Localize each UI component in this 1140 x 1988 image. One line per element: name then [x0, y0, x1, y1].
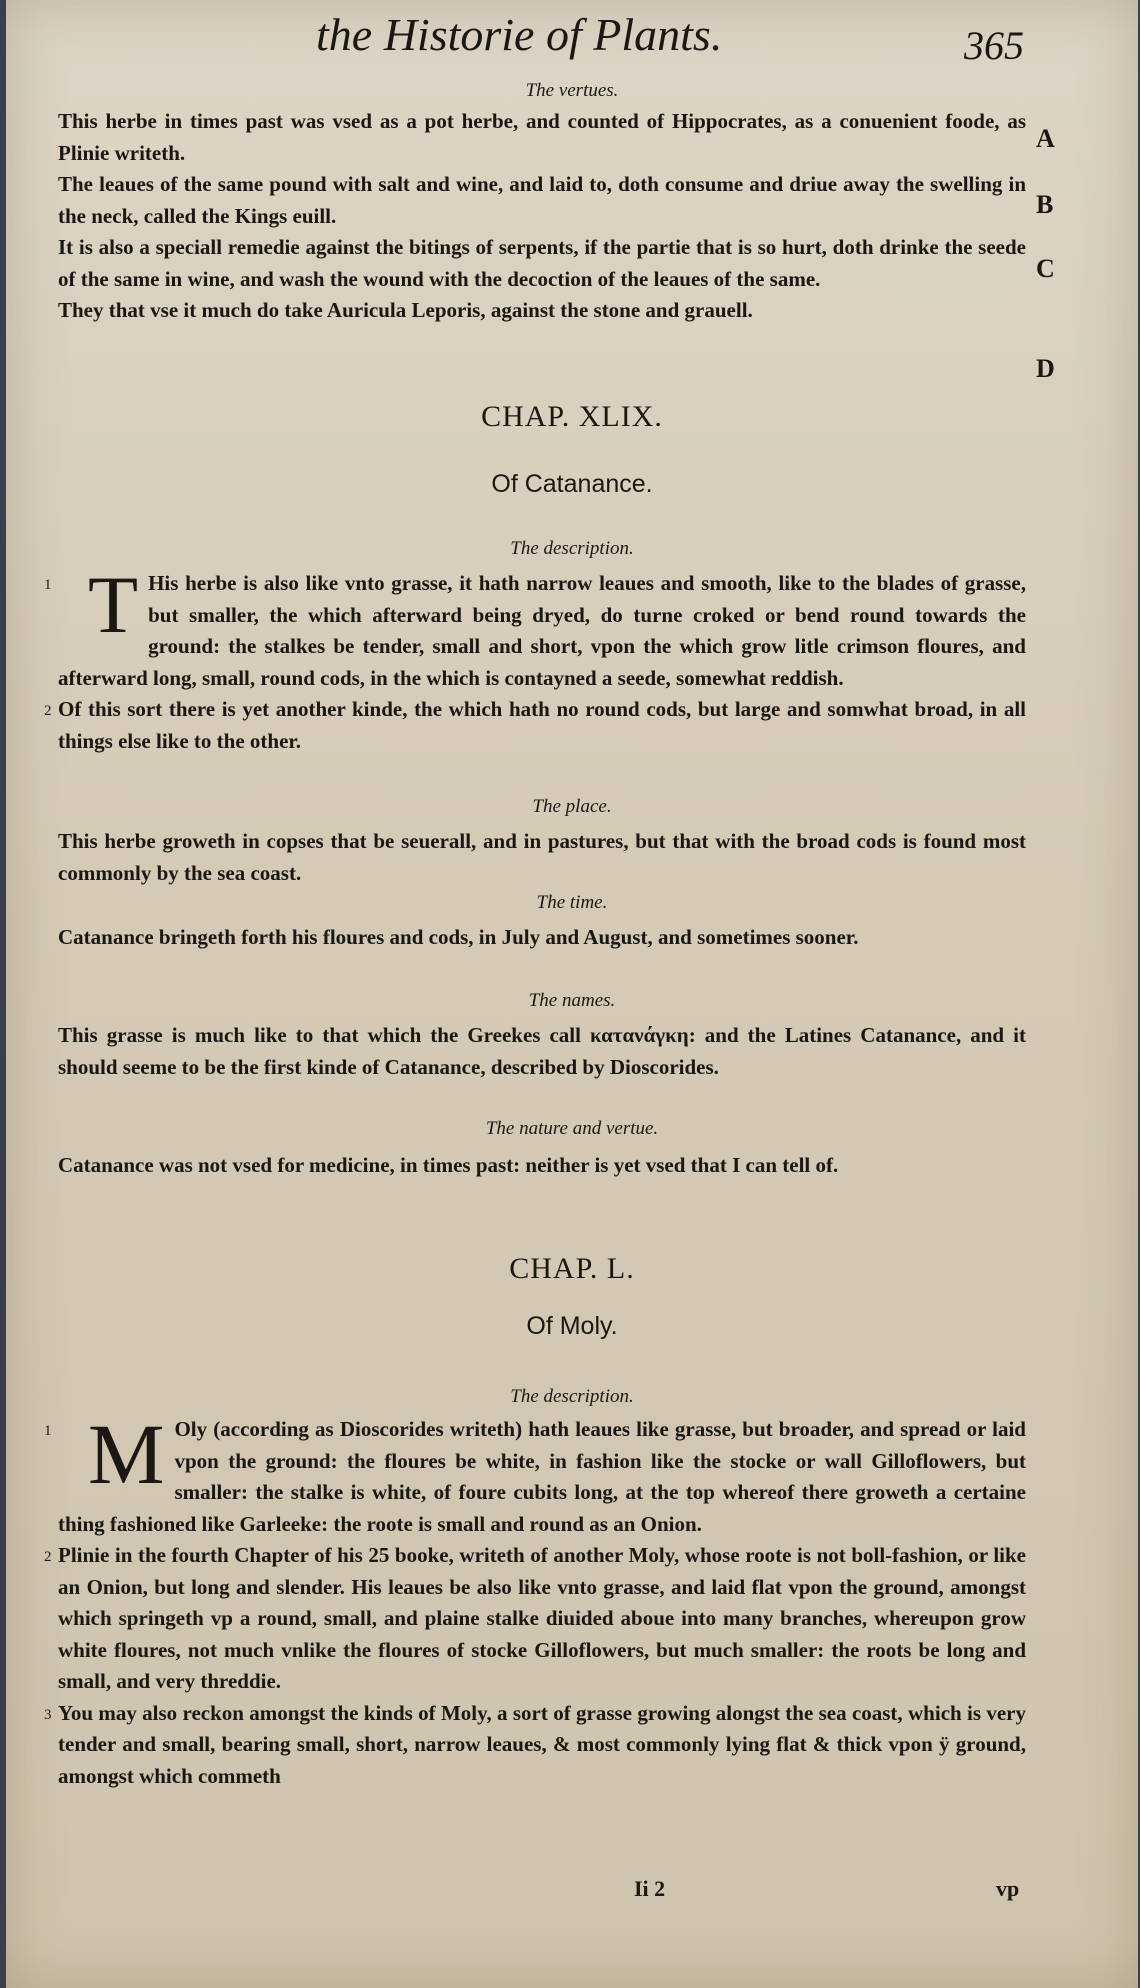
drop-cap: T: [88, 559, 139, 650]
book-page: [6, 0, 1138, 1988]
signature-mark: Ii 2: [634, 1876, 666, 1901]
paragraph-number: 1: [44, 1423, 52, 1439]
names-text: This grasse is much like to that which the Greekes call κατανάγκη: and the Latines Catanance, and it should seeme to be the first kinde of Catanance, described by Dioscorides.: [58, 1023, 1026, 1079]
drop-cap: M: [88, 1406, 165, 1502]
place-text: This herbe groweth in copses that be seuerall, and in pastures, but that with the broad cods is found most commonly by the sea coast.: [58, 829, 1026, 885]
section-heading-nature: The nature and vertue.: [485, 1118, 659, 1139]
description-paragraph-2: [44, 1540, 1026, 1698]
chapter-subject: Of Moly.: [526, 1312, 618, 1340]
paragraph-number: 2: [44, 1549, 52, 1565]
section-heading-place: The place.: [532, 796, 612, 817]
section-heading-description: The description.: [510, 1386, 634, 1407]
page-number: 365: [964, 23, 1024, 68]
paragraph-text: Oly (according as Dioscorides writeth) hath leaues like grasse, but broader, and spread or laid vpon the ground: the floures be white, in fashion like the stocke or wall Gilloflowers, but smaller: the stalke is white, of foure cubits long, at the top whereof there groweth a certaine thing fashioned like Garleeke: the roote is small and round as an Onion.: [58, 1417, 1026, 1536]
paragraph-number: 2: [44, 703, 52, 719]
paragraph-text: Plinie in the fourth Chapter of his 25 booke, writeth of another Moly, whose roote is not boll-fashion, or like an Onion, but long and slender. His leaues be also like vnto grasse, and laid flat vpon the ground, amongst which springeth vp a round, small, and plaine stalke diuided aboue into many branches, whereupon grow white floures, not much vnlike the floures of stocke Gilloflowers, but much smaller: the roots be long and small, and very threddie.: [58, 1543, 1026, 1693]
vertues-paragraph: They that vse it much do take Auricula Leporis, against the stone and grauell.: [58, 298, 753, 322]
time-text: Catanance bringeth forth his floures and cods, in July and August, and sometimes sooner.: [58, 925, 859, 949]
section-heading-description: The description.: [510, 538, 634, 559]
catchword: vp: [996, 1876, 1020, 1901]
chapter-heading: CHAP. XLIX.: [481, 400, 663, 433]
paragraph-number: 1: [44, 577, 52, 593]
margin-letter: B: [1036, 190, 1054, 219]
description-paragraph-3: [44, 1698, 1026, 1793]
description-paragraph-1: [44, 1406, 1026, 1540]
paragraph-text: His herbe is also like vnto grasse, it hath narrow leaues and smooth, like to the blades of grasse, but smaller, the which afterward being dryed, do turne croked or bend round towards the ground: the stalkes be tender, small and short, vpon the which grow litle crimson floures, and afterward long, small, round cods, in the which is contayned a seede, somewhat reddish.: [58, 571, 1026, 690]
chapter-heading: CHAP. L.: [509, 1252, 635, 1285]
paragraph-text: Of this sort there is yet another kinde, the which hath no round cods, but large and somwhat broad, in all things else like to the other.: [58, 697, 1026, 753]
nature-text: Catanance was not vsed for medicine, in times past: neither is yet vsed that I can tell of.: [58, 1153, 839, 1177]
vertues-text: [58, 106, 1026, 327]
section-heading-names: The names.: [528, 990, 616, 1011]
catanance-description: [44, 559, 1026, 757]
vertues-paragraph: It is also a speciall remedie against the bitings of serpents, if the partie that is so hurt, doth drinke the seede of the same in wine, and wash the wound with the decoction of the leaues of the same.: [58, 235, 1026, 291]
moly-description: [44, 1406, 1026, 1792]
section-heading-time: The time.: [536, 892, 608, 913]
paragraph-number: 3: [44, 1706, 52, 1723]
margin-letter: C: [1036, 254, 1055, 283]
description-paragraph-1: [44, 559, 1026, 694]
margin-letter: A: [1036, 124, 1055, 153]
vertues-paragraph: This herbe in times past was vsed as a pot herbe, and counted of Hippocrates, as a conuenient foode, as Plinie writeth.: [58, 109, 1026, 165]
paragraph-text: You may also reckon amongst the kinds of Moly, a sort of grasse growing alongst the sea coast, which is very tender and small, bearing small, short, narrow leaues, & most commonly lying flat & thick vpon ÿ ground, amongst which commeth: [58, 1700, 1026, 1788]
section-heading-vertues: The vertues.: [525, 80, 619, 101]
chapter-subject: Of Catanance.: [491, 470, 653, 498]
vertues-paragraph: The leaues of the same pound with salt and wine, and laid to, doth consume and driue away the swelling in the neck, called the Kings euill.: [58, 172, 1026, 228]
running-title: the Historie of Plants.: [316, 9, 723, 60]
description-paragraph-2: [44, 694, 1026, 757]
margin-letter: D: [1036, 354, 1055, 383]
